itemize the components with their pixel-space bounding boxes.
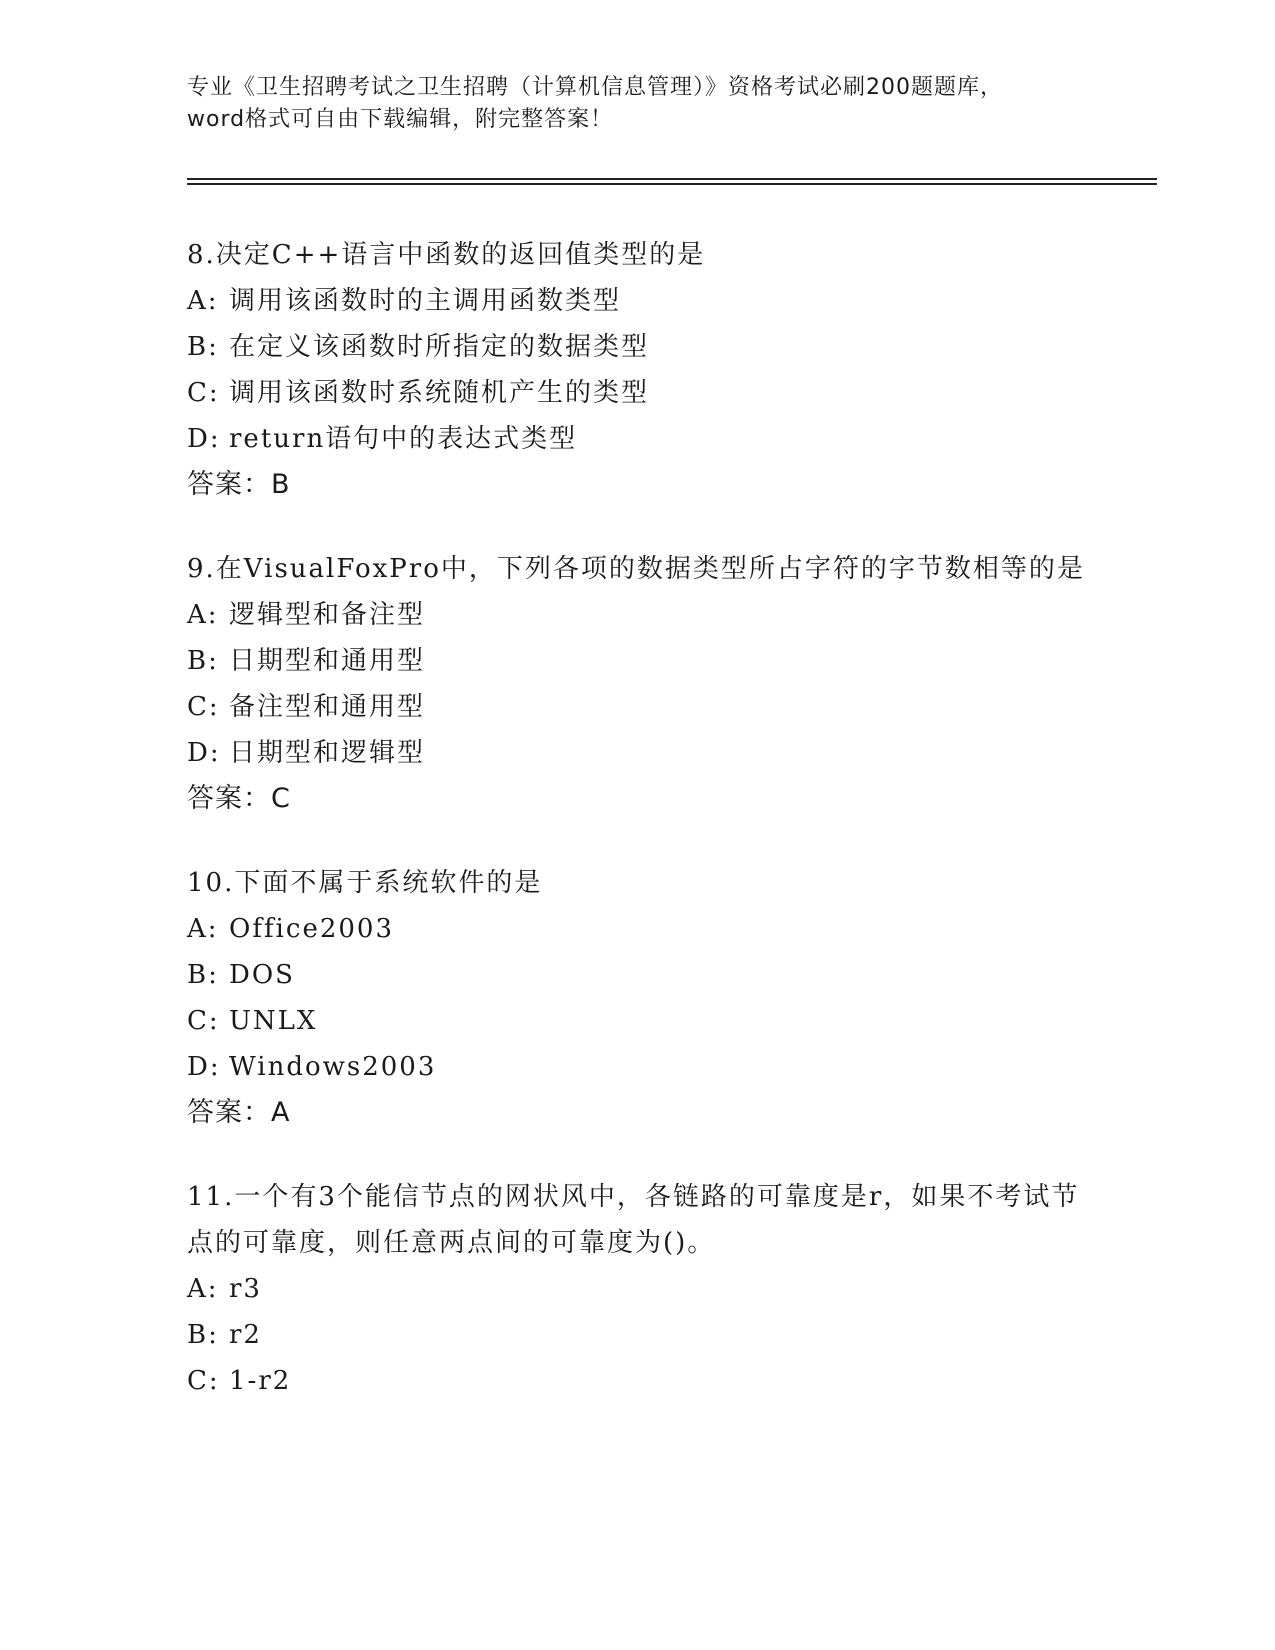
answer-line: 答案：C [187, 783, 291, 814]
question-11 [187, 1174, 1087, 1404]
option-text: 在定义该函数时所指定的数据类型 [229, 332, 650, 362]
option-text: return语句中的表达式类型 [229, 424, 578, 454]
option-text: r2 [229, 1320, 262, 1350]
option-b [187, 952, 1087, 998]
option-text: Windows2003 [229, 1052, 437, 1082]
option-c [187, 370, 1087, 416]
option-key: A: [187, 600, 219, 630]
option-key: C: [187, 1366, 220, 1396]
option-b [187, 1312, 1087, 1358]
option-c [187, 998, 1087, 1044]
header-line-2: word格式可自由下载编辑，附完整答案！ [187, 107, 614, 132]
option-text: 逻辑型和备注型 [229, 600, 426, 630]
option-text: 调用该函数时的主调用函数类型 [229, 286, 622, 316]
option-d [187, 730, 1087, 776]
header-rule-bottom [187, 183, 1157, 185]
option-a [187, 278, 1087, 324]
option-c [187, 1358, 1087, 1404]
header-line-1: 专业《卫生招聘考试之卫生招聘（计算机信息管理）》资格考试必刷200题题库， [187, 75, 1003, 100]
answer-line: 答案：B [187, 469, 291, 500]
option-b [187, 324, 1087, 370]
option-text: 日期型和逻辑型 [229, 738, 426, 768]
question-stem: 8.决定C++语言中函数的返回值类型的是 [187, 240, 706, 270]
option-key: C: [187, 692, 220, 722]
question-8 [187, 232, 1087, 508]
option-key: A: [187, 1274, 219, 1304]
option-key: C: [187, 1006, 220, 1036]
option-text: 1-r2 [229, 1366, 292, 1396]
question-stem: 10.下面不属于系统软件的是 [187, 868, 543, 898]
option-key: C: [187, 378, 220, 408]
document-header [187, 72, 1157, 136]
option-key: A: [187, 914, 219, 944]
answer-line: 答案：A [187, 1097, 291, 1128]
question-9 [187, 546, 1087, 822]
option-key: D: [187, 1052, 221, 1082]
option-key: B: [187, 1320, 219, 1350]
option-text: 调用该函数时系统随机产生的类型 [229, 378, 650, 408]
option-key: B: [187, 646, 219, 676]
option-d [187, 416, 1087, 462]
header-rule-top [187, 178, 1157, 180]
option-text: DOS [229, 960, 295, 990]
option-d [187, 1044, 1087, 1090]
option-text: 日期型和通用型 [229, 646, 426, 676]
question-list [187, 232, 1087, 1442]
question-stem: 11.一个有3个能信节点的网状风中，各链路的可靠度是r，如果不考试节点的可靠度，则任意两点间的可靠度为()。 [187, 1182, 1080, 1258]
option-b [187, 638, 1087, 684]
option-key: B: [187, 332, 219, 362]
option-text: UNLX [229, 1006, 318, 1036]
option-text: 备注型和通用型 [229, 692, 426, 722]
option-a [187, 1266, 1087, 1312]
question-10 [187, 860, 1087, 1136]
option-c [187, 684, 1087, 730]
option-key: B: [187, 960, 219, 990]
option-key: D: [187, 424, 221, 454]
option-a [187, 592, 1087, 638]
option-key: A: [187, 286, 219, 316]
question-stem: 9.在VisualFoxPro中，下列各项的数据类型所占字符的字节数相等的是 [187, 554, 1085, 584]
option-key: D: [187, 738, 221, 768]
option-text: Office2003 [229, 914, 394, 944]
option-a [187, 906, 1087, 952]
option-text: r3 [229, 1274, 262, 1304]
